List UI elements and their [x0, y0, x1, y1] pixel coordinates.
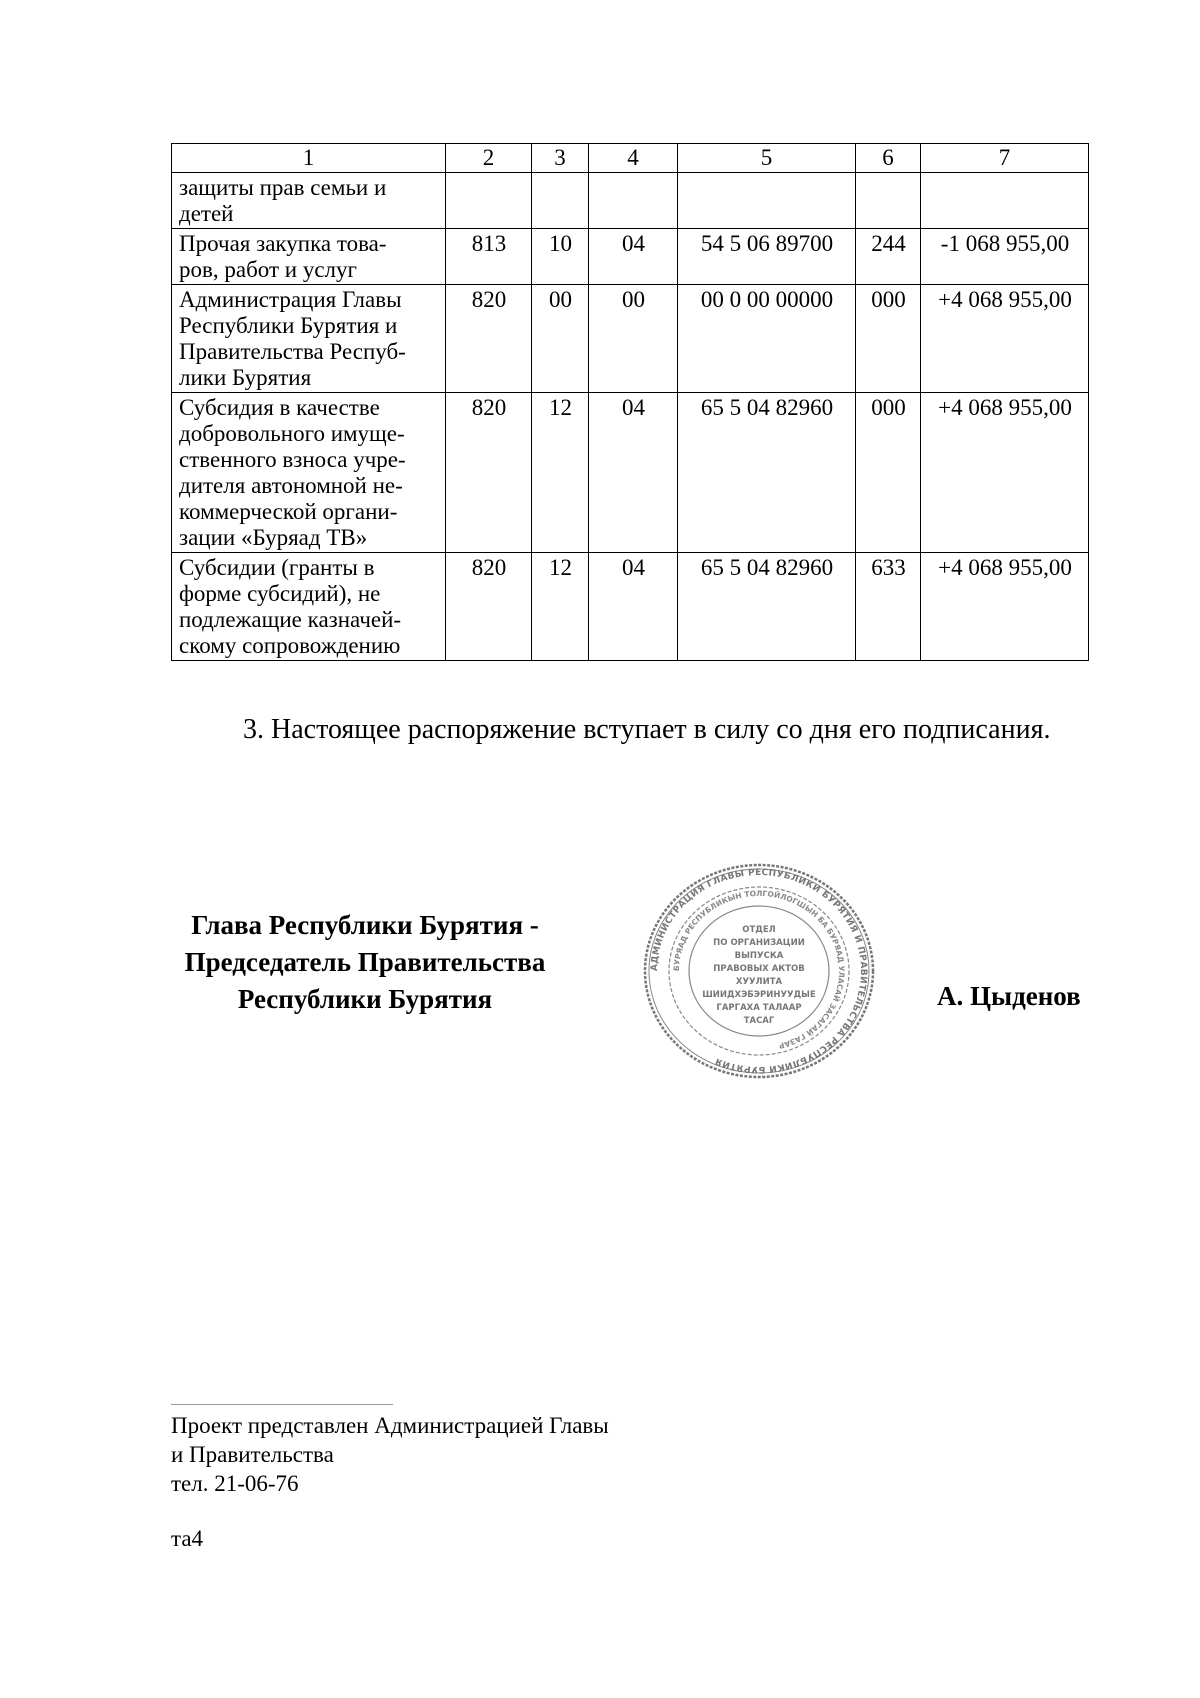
amount-cell: +4 068 955,00 [921, 393, 1089, 553]
target-article-cell: 54 5 06 89700 [678, 229, 856, 285]
column-header: 6 [856, 144, 921, 173]
table-row [172, 173, 1089, 229]
stamp-center-line: ПРАВОВЫХ АКТОВ [713, 964, 805, 974]
signer-name: А. Цыденов [937, 981, 1081, 1011]
section-cell: 00 [532, 285, 589, 393]
stamp-center-line: ВЫПУСКА [734, 951, 784, 961]
stamp-center-line: ГАРГАХА ТАЛААР [716, 1003, 802, 1013]
target-article-cell [678, 173, 856, 229]
stamp-center-line: ТАСАГ [743, 1016, 775, 1026]
subsection-cell: 04 [589, 393, 678, 553]
stamp-outer-text: АДМИНИСТРАЦИЯ ГЛАВЫ РЕСПУБЛИКИ БУРЯТИЯ И ПРАВИТЕЛЬСТВА РЕСПУБЛИКИ БУРЯТИЯ [649, 867, 869, 1075]
ministry-code-cell: 820 [446, 393, 532, 553]
signer-title-line: Республики Бурятия [237, 984, 493, 1014]
footnote-divider [171, 1404, 393, 1405]
footer-line: и Правительства [171, 1442, 334, 1467]
column-header: 1 [172, 144, 446, 173]
document-code: та4 [171, 1526, 204, 1551]
signer-title-line: Глава Республики Бурятия - [191, 910, 539, 940]
column-header: 7 [921, 144, 1089, 173]
footer-line: Проект представлен Администрацией Главы [171, 1413, 609, 1438]
expense-type-cell: 000 [856, 393, 921, 553]
subsection-cell: 00 [589, 285, 678, 393]
section-cell: 12 [532, 393, 589, 553]
target-article-cell: 00 0 00 00000 [678, 285, 856, 393]
stamp-center-line: ХУУЛИТА [735, 977, 783, 987]
section-cell: 10 [532, 229, 589, 285]
column-header: 5 [678, 144, 856, 173]
expense-type-cell: 244 [856, 229, 921, 285]
row-name-cell: Администрация Главы Республики Бурятия и Правительства Респуб- лики Бурятия [172, 285, 446, 393]
budget-changes-table [171, 143, 1089, 661]
effective-date-paragraph: 3. Настоящее распоряжение вступает в силу со дня его подписания. [243, 714, 1051, 745]
target-article-cell: 65 5 04 82960 [678, 393, 856, 553]
table-row [172, 285, 1089, 393]
stamp-center-line: ШИИДХЭБЭРИНУУДЫЕ [702, 990, 816, 1000]
stamp-inner-text: БУРЯАД РЕСПУБЛИКЫН ТОЛГОЙЛОГШЫН БА БУРЯАД УЛАСАЙ ЗАСАГАЙ ГАЗАР [671, 888, 847, 1051]
footer-phone: тел. 21-06-76 [171, 1471, 299, 1496]
amount-cell: +4 068 955,00 [921, 285, 1089, 393]
ministry-code-cell: 820 [446, 553, 532, 661]
ministry-code-cell: 820 [446, 285, 532, 393]
project-info-footer [171, 1411, 609, 1498]
target-article-cell: 65 5 04 82960 [678, 553, 856, 661]
stamp-center-line: ОТДЕЛ [742, 925, 776, 935]
amount-cell [921, 173, 1089, 229]
official-seal-stamp [640, 862, 878, 1080]
table-row [172, 229, 1089, 285]
column-header: 2 [446, 144, 532, 173]
ministry-code-cell [446, 173, 532, 229]
section-cell [532, 173, 589, 229]
row-name-cell: защиты прав семьи и детей [172, 173, 446, 229]
row-name-cell: Субсидия в качестве добровольного имуще- ственного взноса учре- дителя автономной не- коммерческой органи- зации «Буряад ТВ» [172, 393, 446, 553]
subsection-cell: 04 [589, 553, 678, 661]
signer-title-line: Председатель Правительства [184, 947, 546, 977]
table-row [172, 393, 1089, 553]
row-name-cell: Прочая закупка това- ров, работ и услуг [172, 229, 446, 285]
ministry-code-cell: 813 [446, 229, 532, 285]
column-header: 3 [532, 144, 589, 173]
subsection-cell: 04 [589, 229, 678, 285]
amount-cell: +4 068 955,00 [921, 553, 1089, 661]
expense-type-cell [856, 173, 921, 229]
section-cell: 12 [532, 553, 589, 661]
row-name-cell: Субсидии (гранты в форме субсидий), не подлежащие казначей- скому сопровождению [172, 553, 446, 661]
table-row [172, 553, 1089, 661]
expense-type-cell: 633 [856, 553, 921, 661]
column-header: 4 [589, 144, 678, 173]
expense-type-cell: 000 [856, 285, 921, 393]
table-header-row [172, 144, 1089, 173]
subsection-cell [589, 173, 678, 229]
amount-cell: -1 068 955,00 [921, 229, 1089, 285]
signer-title [150, 907, 580, 1018]
stamp-center-line: ПО ОРГАНИЗАЦИИ [713, 938, 805, 948]
